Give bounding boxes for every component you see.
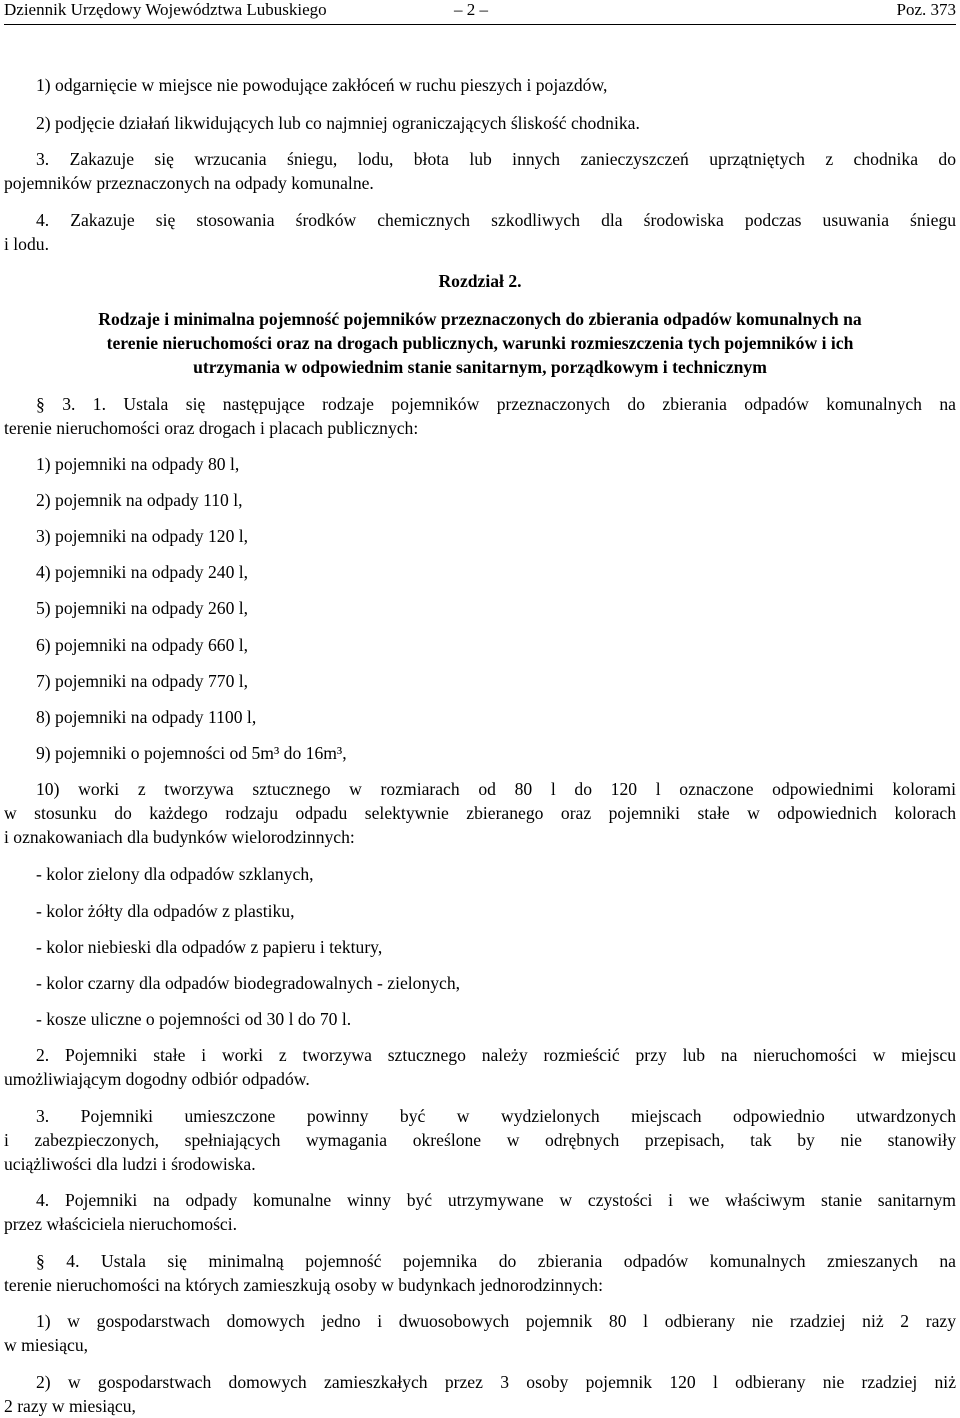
paragraph-line: umożliwiającym dogodny odbiór odpadów. <box>4 1069 310 1089</box>
paragraph-line: pojemników przeznaczonych na odpady komunalne. <box>4 173 374 193</box>
list-item: - kolor zielony dla odpadów szklanych, <box>36 864 314 884</box>
section-line: terenie nieruchomości na których zamieszkują osoby w budynkach jednorodzinnych: <box>4 1275 603 1295</box>
chapter-title: Rodzaje i minimalna pojemność pojemników przeznaczonych do zbierania odpadów komunalnych na <box>98 309 862 329</box>
list-item: 6) pojemniki na odpady 660 l, <box>36 635 249 655</box>
list-item: 9) pojemniki o pojemności od 5m³ do 16m³, <box>36 743 347 763</box>
list-item: 2) podjęcie działań likwidujących lub co najmniej ograniczających śliskość chodnika. <box>36 113 640 133</box>
journal-title: Dziennik Urzędowy Województwa Lubuskiego <box>4 0 327 19</box>
list-item: 1) odgarnięcie w miejsce nie powodujące zakłóceń w ruchu pieszych i pojazdów, <box>36 75 608 95</box>
paragraph-line: uciążliwości dla ludzi i środowiska. <box>4 1154 256 1174</box>
page-header <box>4 0 956 25</box>
list-item: 5) pojemniki na odpady 260 l, <box>36 598 249 618</box>
page-number: – 2 – <box>454 0 488 19</box>
paragraph-line: przez właściciela nieruchomości. <box>4 1214 238 1234</box>
list-item: - kolor żółty dla odpadów z plastiku, <box>36 901 295 921</box>
paragraph-line: 4. Zakazuje się stosowania środków chemicznych szkodliwych dla środowiska podczas usuwania śniegu <box>36 210 956 230</box>
paragraph-line: 3. Zakazuje się wrzucania śniegu, lodu, błota lub innych zanieczyszczeń uprzątniętych z chodnika do <box>36 149 956 169</box>
paragraph-line: 4. Pojemniki na odpady komunalne winny być utrzymywane w czystości i we właściwym stanie sanitarnym <box>36 1190 956 1210</box>
paragraph-line: i lodu. <box>4 234 49 254</box>
list-item: 3) pojemniki na odpady 120 l, <box>36 526 249 546</box>
list-item: 2) w gospodarstwach domowych zamieszkałych przez 3 osoby pojemnik 120 l odbierany nie rzadziej niż <box>36 1372 956 1392</box>
list-item: - kosze uliczne o pojemności od 30 l do 70 l. <box>36 1009 352 1029</box>
list-item: - kolor czarny dla odpadów biodegradowalnych - zielonych, <box>36 973 461 993</box>
list-item: 8) pojemniki na odpady 1100 l, <box>36 707 257 727</box>
list-item: 10) worki z tworzywa sztucznego w rozmiarach od 80 l do 120 l oznaczone odpowiednimi kolorami <box>36 779 956 799</box>
list-item: i oznakowaniach dla budynków wielorodzinnych: <box>4 827 355 847</box>
list-item: 1) pojemniki na odpady 80 l, <box>36 454 240 474</box>
chapter-title: terenie nieruchomości oraz na drogach publicznych, warunki rozmieszczenia tych pojemników i ich <box>106 333 854 353</box>
list-item: - kolor niebieski dla odpadów z papieru i tektury, <box>36 937 383 957</box>
list-item: 4) pojemniki na odpady 240 l, <box>36 562 249 582</box>
paragraph-line: i zabezpieczonych, spełniających wymagania określone w odrębnych przepisach, tak by nie stanowiły <box>4 1130 956 1150</box>
paragraph-line: 2. Pojemniki stałe i worki z tworzywa sztucznego należy rozmieścić przy lub na nieruchomości w miejscu <box>36 1045 956 1065</box>
list-item: 7) pojemniki na odpady 770 l, <box>36 671 249 691</box>
list-item: w stosunku do każdego rodzaju odpadu selektywnie zbieranego oraz pojemniki stałe w odpowiednich kolorach <box>4 803 956 823</box>
list-item: 1) w gospodarstwach domowych jedno i dwuosobowych pojemnik 80 l odbierany nie rzadziej niż 2 razy <box>36 1311 956 1331</box>
chapter-heading: Rozdział 2. <box>438 271 522 291</box>
section-line: § 3. 1. Ustala się następujące rodzaje pojemników przeznaczonych do zbierania odpadów komunalnych na <box>36 394 956 414</box>
list-item: 2 razy w miesiącu, <box>4 1396 136 1416</box>
section-line: terenie nieruchomości oraz drogach i placach publicznych: <box>4 418 419 438</box>
list-item: w miesiącu, <box>4 1335 89 1355</box>
position-number: Poz. 373 <box>896 0 956 19</box>
chapter-title: utrzymania w odpowiednim stanie sanitarnym, porządkowym i technicznym <box>193 357 767 377</box>
list-item: 2) pojemnik na odpady 110 l, <box>36 490 243 510</box>
paragraph-line: 3. Pojemniki umieszczone powinny być w wydzielonych miejscach odpowiednio utwardzonych <box>36 1106 956 1126</box>
section-line: § 4. Ustala się minimalną pojemność pojemnika do zbierania odpadów komunalnych zmieszanych na <box>36 1251 956 1271</box>
